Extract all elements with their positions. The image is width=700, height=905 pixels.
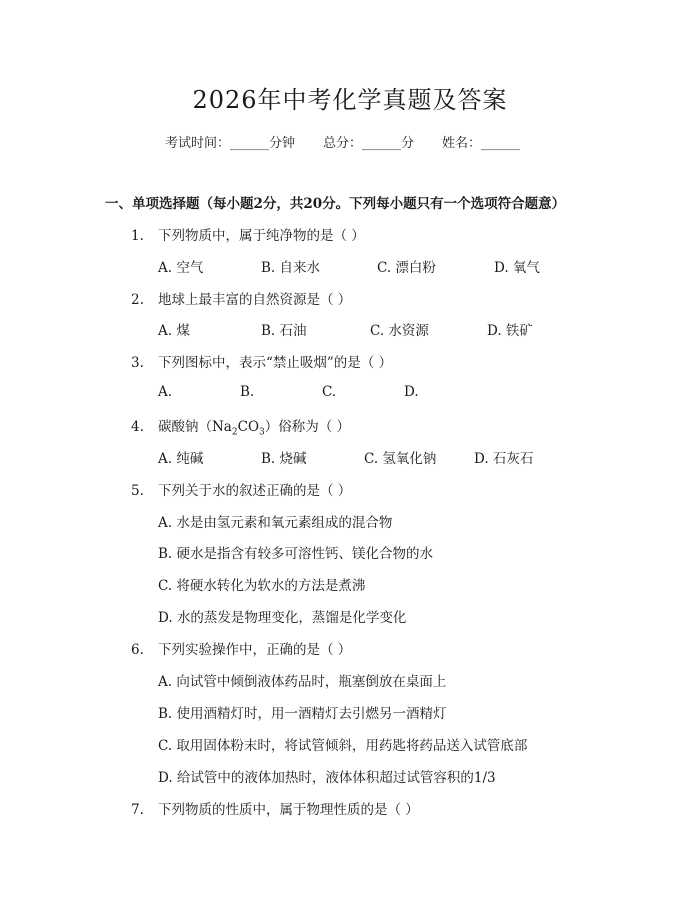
question-3 — [131, 351, 392, 371]
q3-option-b: B. — [240, 384, 255, 400]
q4-option-a: A. 纯碱 — [158, 451, 204, 467]
exam-title: 2026年中考化学真题及答案 — [192, 86, 508, 114]
question-stem: 下列关于水的叙述正确的是（ ） — [158, 483, 352, 499]
q2-option-b: B. 石油 — [261, 323, 307, 339]
question-2 — [131, 288, 351, 308]
q4-option-c: C. 氢氧化钠 — [364, 451, 437, 467]
question-1 — [131, 224, 365, 244]
q2-option-a: A. 煤 — [158, 323, 190, 339]
student-name-field: 姓名：______ — [442, 136, 521, 151]
q3-option-d: D. — [404, 384, 419, 400]
q2-option-d: D. 铁矿 — [487, 323, 533, 339]
q1-option-b: B. 自来水 — [261, 260, 321, 276]
q4-option-b: B. 烧碱 — [261, 451, 307, 467]
question-number: 5. — [131, 483, 144, 499]
question-stem: 下列物质中，属于纯净物的是（ ） — [158, 228, 365, 244]
question-number: 3. — [131, 355, 144, 371]
question-stem: 下列物质的性质中，属于物理性质的是（ ） — [158, 802, 419, 818]
question-number: 7. — [131, 802, 144, 818]
q2-option-c: C. 水资源 — [370, 323, 429, 339]
q1-option-d: D. 氧气 — [494, 260, 540, 276]
q5-option-c: C. 将硬水转化为软水的方法是煮沸 — [158, 578, 366, 594]
q5-option-d: D. 水的蒸发是物理变化，蒸馏是化学变化 — [158, 610, 407, 626]
q3-option-c: C. — [322, 384, 337, 400]
q3-option-a: A. — [158, 384, 173, 400]
q6-option-d: D. 给试管中的液体加热时，液体体积超过试管容积的1/3 — [158, 770, 496, 786]
section-heading: 一、单项选择题（每小题2分，共20分。下列每小题只有一个选项符合题意） — [105, 196, 566, 212]
q1-option-a: A. 空气 — [158, 260, 204, 276]
question-6 — [131, 638, 351, 658]
exam-time-field: 考试时间：______分钟 — [165, 136, 296, 151]
question-number: 1. — [131, 228, 144, 244]
question-5 — [131, 479, 351, 499]
q5-option-a: A. 水是由氢元素和氧元素组成的混合物 — [158, 515, 393, 531]
question-4 — [131, 415, 350, 438]
question-stem: 下列实验操作中，正确的是（ ） — [158, 642, 352, 658]
exam-meta — [165, 132, 520, 151]
q5-option-b: B. 硬水是指含有较多可溶性钙、镁化合物的水 — [158, 546, 434, 562]
question-number: 2. — [131, 292, 144, 308]
q6-option-a: A. 向试管中倾倒液体药品时，瓶塞倒放在桌面上 — [158, 674, 447, 690]
question-stem: 碳酸钠$(Na_2CO_3)$俗称为（ ） — [158, 419, 351, 438]
total-score-field: 总分：______分 — [323, 136, 415, 151]
question-number: 4. — [131, 419, 144, 435]
question-number: 6. — [131, 642, 144, 658]
q6-option-c: C. 取用固体粉末时，将试管倾斜，用药匙将药品送入试管底部 — [158, 738, 528, 754]
q6-option-b: B. 使用酒精灯时，用一酒精灯去引燃另一酒精灯 — [158, 706, 447, 722]
question-stem: 下列图标中，表示“禁止吸烟”的是（ ） — [158, 355, 393, 371]
q4-option-d: D. 石灰石 — [474, 451, 534, 467]
question-stem: 地球上最丰富的自然资源是（ ） — [158, 292, 352, 308]
q1-option-c: C. 漂白粉 — [377, 260, 436, 276]
question-7 — [131, 798, 419, 818]
